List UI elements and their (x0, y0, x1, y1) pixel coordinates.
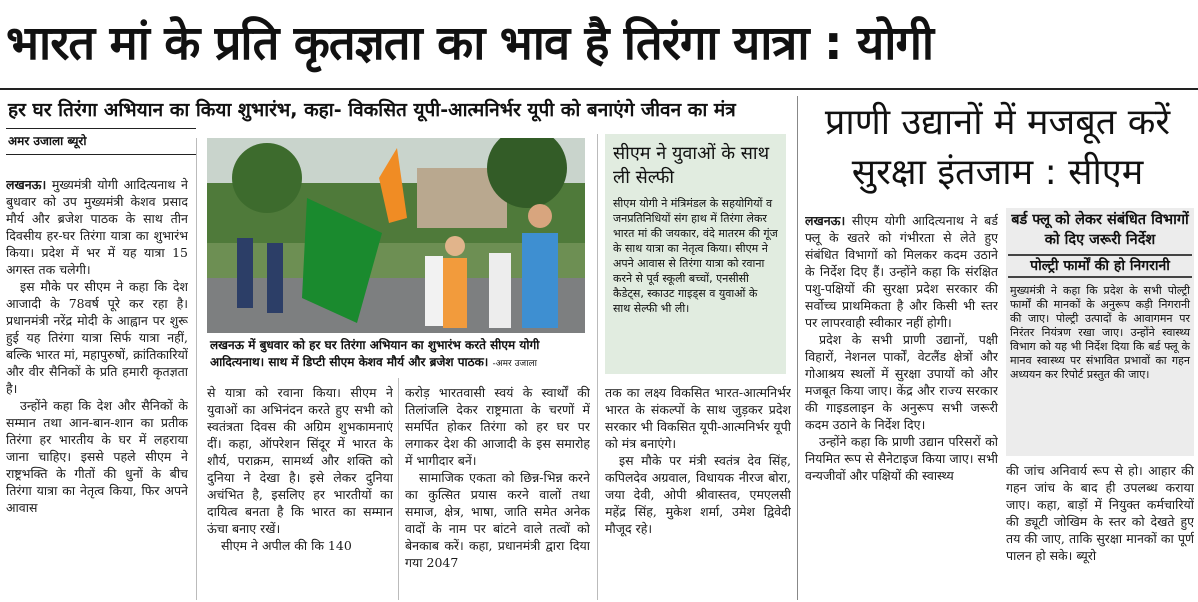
rally-photo-illustration (207, 138, 585, 333)
right-headline: प्राणी उद्यानों में मजबूत करें सुरक्षा इंतजाम : सीएम (824, 102, 1171, 193)
byline-rule-bottom (6, 154, 196, 155)
article-column-3 (405, 384, 590, 602)
article-paragraph: सीएम ने अपील की कि 140 (221, 538, 352, 553)
column-divider (398, 378, 399, 600)
headline-rule (0, 88, 1198, 90)
article-paragraph: उन्होंने कहा कि प्राणी उद्यान परिसरों को नियमित रूप से सैनेटाइज किया जाए। सभी वन्यजीवों और पक्षियों की स्वास्थ्य (805, 434, 998, 483)
article-paragraph: प्रदेश के सभी प्राणी उद्यानों, पक्षी विहारों, नेशनल पार्कों, वेटलैंड क्षेत्रों और गोआश्रय स्थलों में सुरक्षा उपायों को और मजबूत किया जाए। केंद्र और राज्य सरकार की गाइडलाइन के अनुरूप सभी जरूरी कदम उठाने के निर्देश दिए। (805, 332, 998, 432)
article-paragraph: इस मौके पर सीएम ने कहा कि देश आजादी के 78वर्ष पूरे कर रहा है। प्रधानमंत्री नरेंद्र मोदी के आह्वान पर शुरू हुई यह तिरंगा यात्रा सिर्फ यात्रा नहीं, बल्कि भारत मां, महापुरुषों, क्रांतिकारियों और वीर सैनिकों के प्रति हमारी कृतज्ञता है। (6, 279, 188, 396)
article-paragraph: की जांच अनिवार्य रूप से हो। आहार की गहन जांच के बाद ही उपलब्ध कराया जाए। कहा, बाड़ों में नियुक्त कर्मचारियों की ड्यूटी जोखिम के स्तर को देखते हुए तय की जाए, ताकि सुरक्षा मानकों का पूर्ण पालन हो सके। (1006, 463, 1194, 563)
article-column-4 (605, 384, 791, 602)
photo-credit: -अमर उजाला (492, 359, 537, 369)
subheadline: हर घर तिरंगा अभियान का किया शुभारंभ, कहा- विकसित यूपी-आत्मनिर्भर यूपी को बनाएंगे जीवन का मंत्र (8, 99, 736, 121)
bird-flu-box (1006, 208, 1194, 456)
byline-credit: ब्यूरो (1076, 548, 1097, 563)
article-paragraph: मुख्यमंत्री योगी आदित्यनाथ ने बुधवार को उप मुख्यमंत्री केशव प्रसाद मौर्य और ब्रजेश पाठक के साथ तीन दिवसीय हर-घर तिरंगा यात्रा का शुभारंभ किया। प्रदेश में भर में यह यात्रा 15 अगस्त तक चलेगी। (6, 177, 188, 277)
article-paragraph: से यात्रा को रवाना किया। सीएम ने युवाओं का अभिनंदन करते हुए सभी को स्वतंत्रता दिवस की अग्रिम शुभकामनाएं दीं। कहा, ऑपरेशन सिंदूर में भारत के शौर्य, पराक्रम, सामर्थ्य और शक्ति को दुनिया ने देखा है। इसे लेकर दुनिया अचंभित है, इसलिए हर भारतीयों का दायित्व बनता है कि भारत का सम्मान ऊंचा बनाए रखें। (207, 385, 393, 536)
article-paragraph: तक का लक्ष्य विकसित भारत-आत्मनिर्भर भारत के संकल्पों के साथ जुड़कर प्रदेश सरकार भी विकसित यूपी-आत्मनिर्भर यूपी को मंत्र बनाएंगे। (605, 385, 791, 451)
dateline: लखनऊ। (805, 213, 846, 228)
section-divider (797, 96, 798, 600)
article-paragraph: सामाजिक एकता को छिन्न-भिन्न करने का कुत्सित प्रयास करने वालों तथा समाज, क्षेत्र, भाषा, जाति समेत अनेक वादों के नाम पर बांटने वाले तत्वों को बेनकाब करें। कहा, प्रधानमंत्री द्वारा दिया गया 2047 (405, 470, 590, 570)
article-paragraph: उन्होंने कहा कि देश और सैनिकों के सम्मान तथा आन-बान-शान का प्रतीक तिरंगा हर भारतीय के घर में लहराया जाना चाहिए। इससे पहले सीएम ने राष्ट्रभक्ति के गीतों की धुनों के बीच तिरंगा यात्रा का नेतृत्व किया, फिर अपने आवास (6, 398, 188, 515)
box-heading: बर्ड फ्लू को लेकर संबंधित विभागों को दिए जरूरी निर्देश (1011, 212, 1189, 248)
article-paragraph: करोड़ भारतवासी स्वयं के स्वार्थों की तिलांजलि देकर राष्ट्रमाता के चरणों में समर्पित होकर तिरंगा को हर घर पर लगाकर देश की आजादी के इस समारोह में भागीदार बनें। (405, 385, 590, 468)
news-photo (207, 138, 585, 333)
right-tail-column (1006, 462, 1194, 602)
right-article-column (805, 212, 998, 602)
selfie-sidebar (605, 134, 786, 374)
article-paragraph: सीएम योगी आदित्यनाथ ने बर्ड फ्लू के खतरे को गंभीरता से लेते हुए संबंधित विभागों को मिलकर कदम उठाने के निर्देश दिए हैं। उन्होंने कहा कि संरक्षित पशु-पक्षियों की सुरक्षा प्रदेश सरकार की सर्वोच्च प्राथमिकता है और किसी भी स्तर पर लापरवाही स्वीकार नहीं होगी। (805, 213, 998, 330)
column-divider (597, 134, 598, 600)
article-column-1 (6, 176, 188, 602)
column-divider (196, 138, 197, 600)
box-text: मुख्यमंत्री ने कहा कि प्रदेश के सभी पोल्ट्री फार्मों की मानकों के अनुरूप कड़ी निगरानी की जाए। पोल्ट्री उत्पादों के आवागमन पर निरंतर नियंत्रण रखा जाए। उन्होंने स्वास्थ्य विभाग को यह भी निर्देश दिया कि बर्ड फ्लू के मानव स्वास्थ्य पर संभावित प्रभावों का गहन अध्ययन कर रिपोर्ट प्रस्तुत की जाए। (1010, 284, 1190, 381)
article-column-2 (207, 384, 393, 602)
selfie-text: सीएम योगी ने मंत्रिमंडल के सहयोगियों व जनप्रतिनिधियों संग हाथ में तिरंगा लेकर भारत मां की जयकार, वंदे मातरम की गूंज के साथ यात्रा का नेतृत्व किया। सीएम ने अपने आवास से तिरंगा यात्रा को रवाना करने से पूर्व स्कूली बच्चों, एनसीसी कैडेट्स, स्काउट गाइड्स व युवाओं के साथ सेल्फी भी ली। (613, 197, 778, 315)
box-subheading: पोल्ट्री फार्मों की हो निगरानी (1008, 254, 1192, 278)
selfie-title: सीएम ने युवाओं के साथ ली सेल्फी (613, 143, 770, 188)
photo-caption: लखनऊ में बुधवार को हर घर तिरंगा अभियान का शुभारंभ करते सीएम योगी आदित्यनाथ। साथ में डिप्टी सीएम केशव मौर्य और ब्रजेश पाठक। -अमर उजाला (210, 338, 540, 369)
main-headline: भारत मां के प्रति कृतज्ञता का भाव है तिरंगा यात्रा : योगी (6, 16, 934, 71)
article-paragraph: इस मौके पर मंत्री स्वतंत्र देव सिंह, कपिलदेव अग्रवाल, विधायक नीरज बोरा, जया देवी, ओपी श्रीवास्तव, एमएलसी महेंद्र सिंह, मुकेश शर्मा, उमेश द्विवेदी मौजूद रहे। (605, 453, 791, 536)
dateline: लखनऊ। (6, 177, 47, 192)
byline-rule (6, 128, 196, 129)
byline: अमर उजाला ब्यूरो (8, 134, 87, 148)
